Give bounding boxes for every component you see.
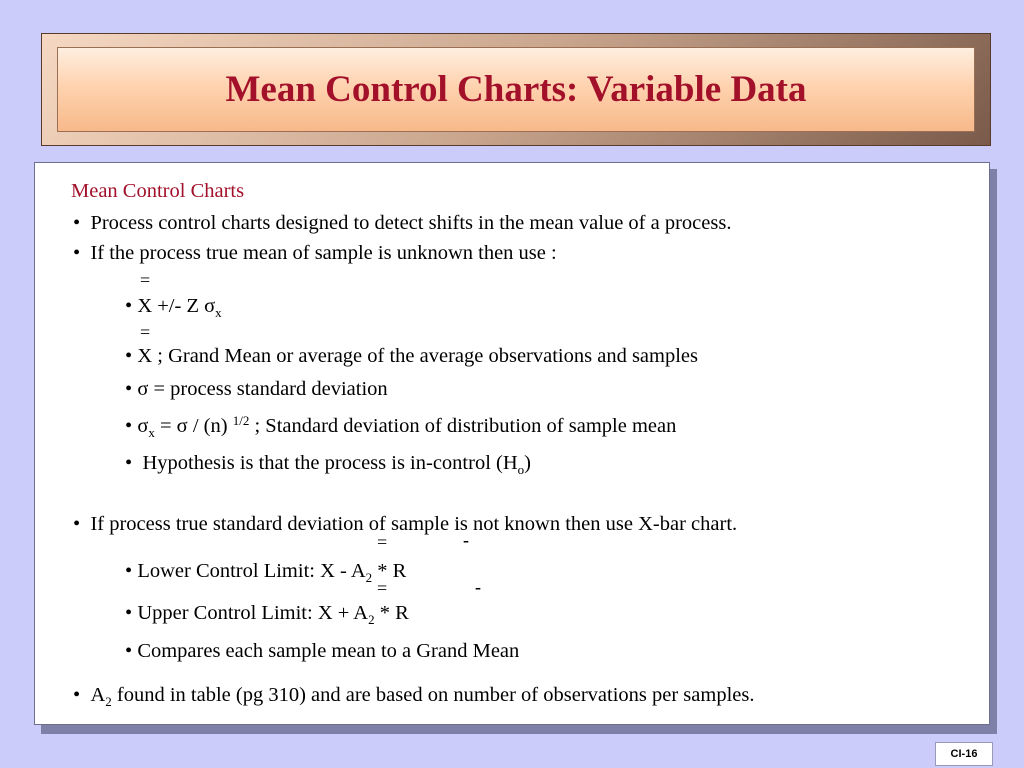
- bullet-1: • Process control charts designed to detect shifts in the mean value of a process.: [73, 212, 732, 234]
- sub-bullet-grand-mean: • X ; Grand Mean or average of the average observations and samples: [125, 345, 698, 367]
- grand-mean-mark-1: =: [140, 270, 151, 290]
- r-bar-mark-2: -: [475, 577, 481, 597]
- section-heading: Mean Control Charts: [71, 180, 245, 202]
- title-frame: [41, 33, 991, 146]
- r-bar-mark-1: -: [463, 530, 469, 550]
- slide-title: Mean Control Charts: Variable Data: [225, 69, 807, 110]
- sub-bullet-hypothesis: • Hypothesis is that the process is in-control $(H_o)$: [125, 452, 531, 477]
- content-box: [34, 162, 990, 725]
- title-panel: [57, 47, 975, 132]
- bullet-2: • If the process true mean of sample is unknown then use :: [73, 242, 557, 264]
- sub-bullet-compares: • Compares each sample mean to a Grand Mean: [125, 640, 520, 662]
- sub-bullet-sigma-x: • $\sigma_x = \sigma / (n)$ $^{1/2}$ ; Standard deviation of distribution of sample mean: [125, 413, 677, 440]
- slide-number: CI-16: [935, 742, 993, 766]
- bullet-4: • $A_2$ found in table (pg 310) and are based on number of observations per samples.: [73, 684, 755, 709]
- sub-bullet-lcl: • Lower Control Limit: X - $A_2$ * R: [125, 560, 407, 585]
- bullet-3: • If process true standard deviation of sample is not known then use X-bar chart.: [73, 513, 738, 535]
- formula-control-limits: • X +/- Z $\sigma_x$: [125, 295, 222, 320]
- sub-bullet-sigma: • σ = process standard deviation: [125, 378, 388, 400]
- grand-mean-mark-2: =: [140, 322, 151, 342]
- grand-mean-mark-4: =: [377, 578, 388, 598]
- grand-mean-mark-3: =: [377, 532, 388, 552]
- sub-bullet-ucl: • Upper Control Limit: $X + A_2 * R$: [125, 602, 409, 627]
